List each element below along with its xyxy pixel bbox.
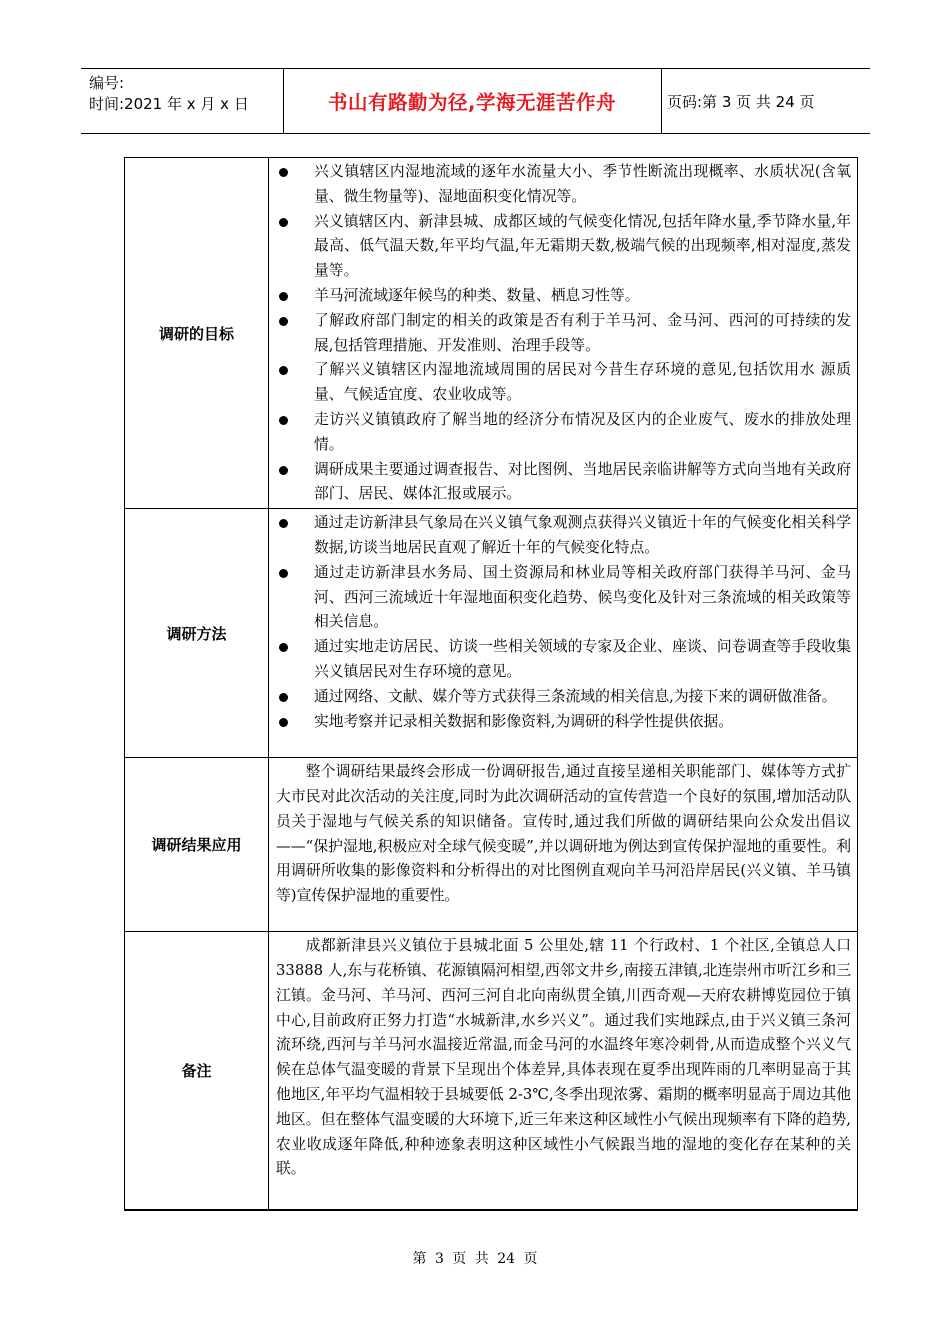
row-paragraph: 整个调研结果最终会形成一份调研报告,通过直接呈递相关职能部门、媒体等方式扩大市民对此次活动的关注度,同时为此次调研活动的宣传营造一个良好的氛围,增加活动队员关于湿地与气候关系的知识储备。宣传时,通过我们所做的调研结果向公众发出倡议——“保护湿地,积极应对全球气候变暖”,并以调研地为例达到宣传保护湿地的重要性。利用调研所收集的影像资料和分析得出的对比图例直观向羊马河沿岸居民(兴义镇、羊马镇等)宣传保护湿地的重要性。 [276,763,851,905]
time-label: 时间:2021 年 x 月 x 日 [89,95,249,113]
bullet-icon [279,168,288,177]
row-content [269,758,858,932]
bullet-icon [279,693,288,702]
header-slogan: 书山有路勤为径,学海无涯苦作舟 [328,91,616,114]
list-item: 通过走访新津县水务局、国土资源局和林业局等相关政府部门获得羊马河、金马河、西河三流域近十年湿地面积变化趋势、候鸟变化及针对三条流域的相关政策等相关信息。 [276,561,851,635]
table-row [125,509,858,758]
bullet-icon [279,718,288,727]
row-content [269,509,858,758]
table-row [125,758,858,932]
header-page-info: 页码:第 3 页 共 24 页 [667,92,815,111]
bullet-icon [279,643,288,652]
bullet-icon [279,569,288,578]
list-item: 了解政府部门制定的相关的政策是否有利于羊马河、金马河、西河的可持续的发展,包括管理措施、开发准则、治理手段等。 [276,309,851,359]
bullet-icon [279,292,288,301]
row-content [269,158,858,509]
header-divider [661,69,662,133]
table-row [125,158,858,509]
row-paragraph: 成都新津县兴义镇位于县城北面 5 公里处,辖 11 个行政村、1 个社区,全镇总人口 33888 人,东与花桥镇、花源镇隔河相望,西邻文井乡,南接五津镇,北连崇州市听江乡和三江镇。金马河、羊马河、西河三河自北向南纵贯全镇,川西奇观—天府农耕博览园位于镇中心,目前政府正努力打造“水城新津,水乡兴义”。通过我们实地踩点,由于兴义镇三条河流环绕,西河与羊马河水温接近常温,而金马河的水温终年寒冷刺骨,从而造成整个兴义气候在总体气温变暖的背景下呈现出个体差异,具体表现在夏季出现阵雨的几率明显高于其他地区,年平均气温相较于县城要低 2-3℃,冬季出现浓雾、霜期的概率明显高于周边其他地区。但在整体气温变暖的大环境下,近三年来这种区域性小气候出现频率有下降的趋势,农业收成逐年降低,种种迹象表明这种区域性小气候跟当地的湿地的变化存在某种的关联。 [276,937,851,1178]
header-meta [89,73,249,115]
list-item: 通过走访新津县气象局在兴义镇气象观测点获得兴义镇近十年的气候变化相关科学数据,访谈当地居民直观了解近十年的气候变化特点。 [276,511,851,561]
list-item: 实地考察并记录相关数据和影像资料,为调研的科学性提供依据。 [276,710,851,735]
list-item: 通过网络、文献、媒介等方式获得三条流域的相关信息,为接下来的调研做准备。 [276,685,851,710]
list-item: 羊马河流域逐年候鸟的种类、数量、栖息习性等。 [276,284,851,309]
table-row [125,932,858,1210]
list-item: 通过实地走访居民、访谈一些相关领域的专家及企业、座谈、问卷调查等手段收集兴义镇居民对生存环境的意见。 [276,635,851,685]
list-item: 兴义镇辖区内湿地流域的逐年水流量大小、季节性断流出现概率、水质状况(含氧量、微生物量等)、湿地面积变化情况等。 [276,160,851,210]
page-header [81,68,870,134]
list-item: 调研成果主要通过调查报告、对比图例、当地居民亲临讲解等方式向当地有关政府部门、居民、媒体汇报或展示。 [276,458,851,508]
bullet-icon [279,366,288,375]
list-item: 兴义镇辖区内、新津县城、成都区域的气候变化情况,包括年降水量,季节降水量,年最高、低气温天数,年平均气温,年无霜期天数,极端气候的出现频率,相对湿度,蒸发量等。 [276,210,851,284]
bullet-icon [279,416,288,425]
list-item: 走访兴义镇镇政府了解当地的经济分布情况及区内的企业废气、废水的排放处理情。 [276,408,851,458]
row-label: 备注 [125,932,269,1210]
bullet-icon [279,519,288,528]
row-label: 调研结果应用 [125,758,269,932]
bullet-list [276,160,851,507]
list-item: 了解兴义镇辖区内湿地流域周围的居民对今昔生存环境的意见,包括饮用水 源质量、气候适宜度、农业收成等。 [276,358,851,408]
row-content [269,932,858,1210]
bullet-list [276,511,851,734]
bullet-icon [279,317,288,326]
research-plan-table [124,157,858,1211]
number-label: 编号: [89,74,125,92]
bullet-icon [279,466,288,475]
row-label: 调研方法 [125,509,269,758]
bullet-icon [279,218,288,227]
page-footer: 第 3 页 共 24 页 [412,1251,538,1267]
row-label: 调研的目标 [125,158,269,509]
